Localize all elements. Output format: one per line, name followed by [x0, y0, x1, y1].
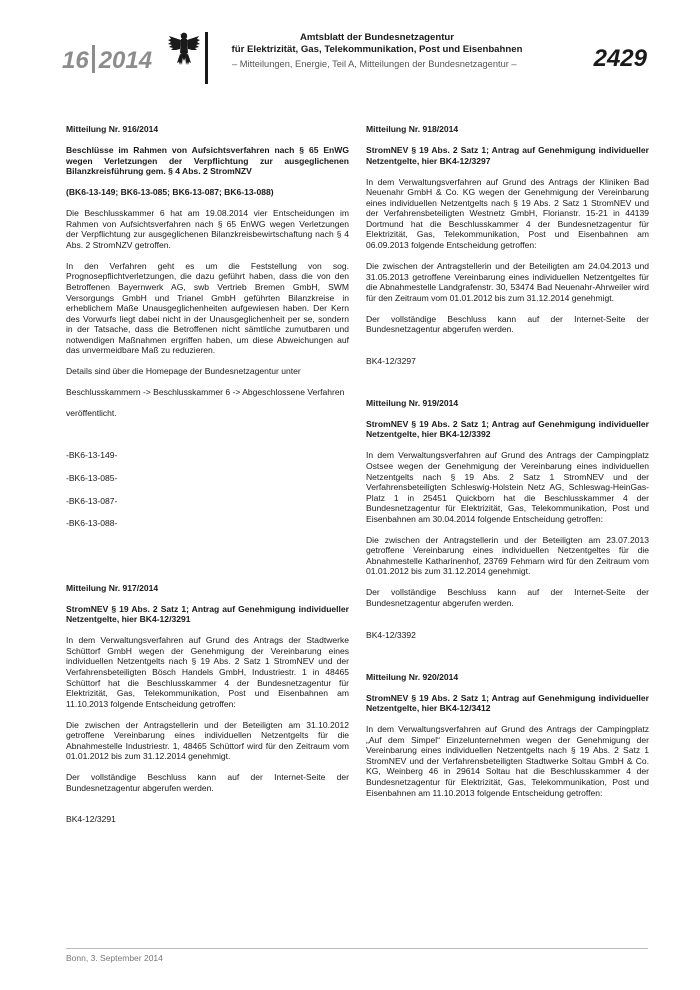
issue-year: 2014: [98, 47, 153, 74]
notice-919-subject: StromNEV § 19 Abs. 2 Satz 1; Antrag auf Genehmigung individueller Netzentgelte, hier BK4-12/3392: [366, 418, 649, 440]
notice-916-paragraph: veröffentlicht.: [66, 408, 117, 419]
notice-918-paragraph: In dem Verwaltungsverfahren auf Grund des Antrags der Kliniken Bad Neuenahr GmbH & Co. KG wegen der Genehmigung der Vereinbarung eines individuellen Netzentgelts nach § 19 Abs. 2 Satz 1 StromNEV und der Verfahrensbeteiligten Westnetz GmbH, Florianstr. 15-21 in 44139 Dortmund hat die Beschlusskammer 4 der Bundesnetzagentur für Elektrizität, Gas, Telekommunikation, Post und Eisenbahnen am 06.09.2013 folgende Entscheidung getroffen:: [366, 176, 649, 250]
right-column: [366, 124, 649, 809]
notice-916-refs: (BK6-13-149; BK6-13-085; BK6-13-087; BK6-13-088): [66, 187, 274, 198]
notice-918-subject: StromNEV § 19 Abs. 2 Satz 1; Antrag auf Genehmigung individueller Netzentgelte, hier BK4-12/3297: [366, 145, 649, 166]
federal-eagle-icon: [167, 30, 201, 68]
agency-title: [212, 32, 542, 55]
notice-919-paragraph: In dem Verwaltungsverfahren auf Grund des Antrags der Campingplatz Ostsee wegen der Genehmigung der Vereinbarung eines individuellen Netzentgelts nach § 19 Abs. 2 Satz 1 StromNEV und der Verfahrensbeteiligten Schleswig-Holstein Netz AG, Schleswag-HeinGas-Platz 1 in 25451 Quickborn hat die Beschlusskammer 4 der Bundesnetzagentur für Elektrizität, Gas, Telekommunikation, Post und Eisenbahnen am 30.04.2014 folgende Entscheidung getroffen:: [366, 450, 649, 524]
agency-line-2: für Elektrizität, Gas, Telekommunikation, Post und Eisenbahnen: [231, 43, 523, 55]
notice-919-title: Mitteilung Nr. 919/2014: [366, 397, 459, 408]
notice-919-ref: BK4-12/3392: [366, 629, 416, 640]
issue-divider: [92, 45, 95, 73]
section-subheading: – Mitteilungen, Energie, Teil A, Mitteilungen der Bundesnetzagentur –: [232, 59, 517, 69]
footer-place-date: Bonn, 3. September 2014: [66, 953, 163, 963]
case-code: -BK6-13-087-: [66, 495, 118, 506]
notice-918-title: Mitteilung Nr. 918/2014: [366, 124, 459, 134]
notice-918-paragraph: Die zwischen der Antragstellerin und der Beteiligten am 24.04.2013 und 31.05.2013 getroffene Vereinbarung eines individuellen Netzentgeltes für die Abnahmestelle Landgrafenstr. 30, 53474 Bad Neuenahr-Ahrweiler wird für den Zeitraum vom 01.01.2012 bis zum 31.12.2014 genehmigt.: [366, 260, 649, 303]
notice-920-subject: StromNEV § 19 Abs. 2 Satz 1; Antrag auf Genehmigung individueller Netzentgelte, hier BK4-12/3412: [366, 692, 649, 714]
notice-918-paragraph: Der vollständige Beschluss kann auf der Internet-Seite der Bundesnetzagentur abgerufen werden.: [366, 313, 649, 335]
case-code: -BK6-13-149-: [66, 450, 118, 461]
page-header: [0, 0, 700, 110]
notice-917-paragraph: Der vollständige Beschluss kann auf der Internet-Seite der Bundesnetzagentur abgerufen werden.: [66, 772, 349, 793]
notice-916-subject: Beschlüsse im Rahmen von Aufsichtsverfahren nach § 65 EnWG wegen Verletzungen der Verpflichtung zur ausgeglichenen Bilanzkreisführung gem. § 4 Abs. 2 StromNZV: [66, 145, 349, 177]
notice-920-paragraph: In dem Verwaltungsverfahren auf Grund des Antrags der Campingplatz „Auf dem Simpel“ Einzelunternehmen wegen der Genehmigung der Vereinbarung eines individuellen Netzentgelts nach § 19 Abs. 2 Satz 1 StromNEV und der Verfahrensbeteiligten Stadtwerke Soltau GmbH & Co. KG, Weinberg 46 in 29614 Soltau hat die Beschlusskammer 4 der Bundesnetzagentur für Elektrizität, Gas, Telekommunikation, Post und Eisenbahnen am 11.10.2013 folgende Entscheidung getroffen:: [366, 724, 649, 798]
issue-label: [62, 45, 152, 75]
issue-number: 16: [62, 47, 89, 74]
notice-917-paragraph: In dem Verwaltungsverfahren auf Grund des Antrags der Stadtwerke Schüttorf GmbH wegen der Genehmigung der Vereinbarung eines individuellen Netzentgelts nach § 19 Abs. 2 Satz 1 StromNEV und der Verfahrensbeteiligten Bösch Handels GmbH, Industriestr. 1 in 48465 Schüttorf hat die Beschlusskammer 4 der Bundesnetzagentur für Elektrizität, Gas, Telekommunikation, Post und Eisenbahnen am 11.10.2013 folgende Entscheidung getroffen:: [66, 635, 349, 709]
notice-917-title: Mitteilung Nr. 917/2014: [66, 582, 159, 593]
case-code: -BK6-13-085-: [66, 473, 118, 484]
notice-916-title: Mitteilung Nr. 916/2014: [66, 124, 159, 134]
page-number: 2429: [593, 45, 647, 72]
agency-line-1: Amtsblatt der Bundesnetzagentur: [299, 32, 455, 43]
notice-917-ref: BK4-12/3291: [66, 814, 116, 825]
notice-919-paragraph: Der vollständige Beschluss kann auf der Internet-Seite der Bundesnetzagentur abgerufen werden.: [366, 587, 649, 608]
left-column: [66, 124, 349, 835]
notice-920-title: Mitteilung Nr. 920/2014: [366, 671, 459, 682]
notice-916-path: Beschlusskammern -> Beschlusskammer 6 -> Abgeschlossene Verfahren: [66, 387, 345, 398]
notice-918-ref: BK4-12/3297: [366, 355, 416, 366]
notice-916-paragraph: Die Beschlusskammer 6 hat am 19.08.2014 vier Entscheidungen im Rahmen von Aufsichtsverfahren nach § 65 EnWG wegen Verletzungen der Verpflichtung zur ausgeglichenen Bilanzkreisbewirtschaftung nach § 4 Abs. 2 StromNZV getroffen.: [66, 208, 349, 250]
notice-916-paragraph: Details sind über die Homepage der Bundesnetzagentur unter: [66, 366, 301, 377]
header-vertical-bar: [205, 32, 208, 84]
notice-916-paragraph: In den Verfahren geht es um die Feststellung von sog. Prognosepflichtverletzungen, die dazu geführt haben, dass die von den Betroffenen Bayernwerk AG, swb Vertrieb Bremen GmbH, SWM Versorgungs GmbH und Trianel GmbH geführten Bilanzkreise in erheblichem Maße Unausgeglichenheiten aufgewiesen haben. Der Kern des Vorwurfs liegt dabei nicht in der Unausgeglichenheit per se, sondern in der Tatsache, dass die Betroffenen nicht sämtliche zumutbaren und notwendigen Maßnahmen ergriffen haben, um diese Abweichungen auf das unvermeidbare Maß zu reduzieren.: [66, 260, 349, 356]
case-code: -BK6-13-088-: [66, 518, 118, 529]
notice-919-paragraph: Die zwischen der Antragstellerin und der Beteiligten am 23.07.2013 getroffene Vereinbarung eines individuellen Netzentgeltes für die Abnahmestelle Katharinenhof, 23769 Fehmarn wird für den Zeitraum vom 01.01.2012 bis zum 31.12.2014 genehmigt.: [366, 534, 649, 577]
footer-divider: [66, 948, 648, 949]
notice-917-paragraph: Die zwischen der Antragstellerin und der Beteiligten am 31.10.2012 getroffene Vereinbarung eines individuellen Netzentgelts für die Abnahmestelle Industriestr. 1, 48465 Schüttorf wird für den Zeitraum vom 01.01.2012 bis zum 31.12.2014 genehmigt.: [66, 719, 349, 762]
notice-917-subject: StromNEV § 19 Abs. 2 Satz 1; Antrag auf Genehmigung individueller Netzentgelte, hier BK4-12/3291: [66, 603, 349, 625]
